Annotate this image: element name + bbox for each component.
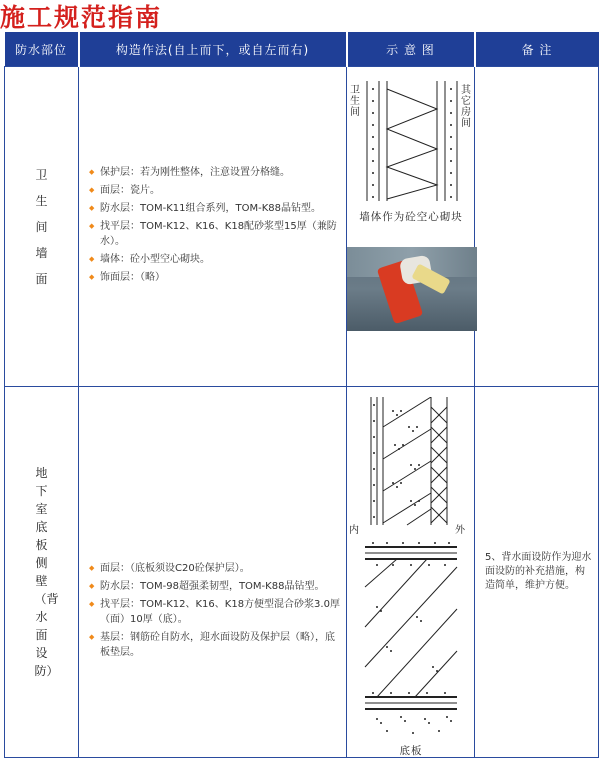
- outer-label: 外: [455, 525, 465, 536]
- basement-diagram: [347, 397, 475, 757]
- method-cell: [79, 387, 347, 758]
- note-cell: [475, 67, 599, 387]
- list-item: ◆ 防水层：TOM-K11组合系列，TOM-K88晶钻型。: [89, 201, 340, 216]
- note-cell: [475, 387, 599, 758]
- header-method: 构造作法(自上而下，或自左而右): [79, 32, 347, 67]
- list-item: ◆ 找平层：TOM-K12、K16、K18配砂浆型15厚（兼防水）。: [89, 219, 340, 249]
- inner-label: 内: [349, 525, 359, 536]
- header-diagram: 示 意 图: [347, 32, 475, 67]
- list-item: ◆ 饰面层：（略）: [89, 270, 340, 285]
- table-row: [5, 387, 599, 758]
- diagram-caption: 墙体作为砼空心砌块: [359, 211, 463, 223]
- basement-section-drawing: [347, 397, 475, 747]
- list-item: ◆ 找平层：TOM-K12、K16、K18方便型混合砂浆3.0厚（面）10厚（底）。: [89, 597, 340, 627]
- method-list: [79, 165, 346, 285]
- list-item: ◆ 面层：瓷片。: [89, 183, 340, 198]
- wall-diagram: [347, 79, 475, 229]
- list-item: ◆ 防水层：TOM-98超强柔韧型，TOM-K88晶钻型。: [89, 579, 340, 594]
- left-room-label: 卫生间: [350, 85, 360, 118]
- table-row: [5, 67, 599, 387]
- wall-section-drawing: [347, 79, 475, 203]
- application-photo: [347, 247, 477, 331]
- header-part: 防水部位: [5, 32, 79, 67]
- list-item: ◆ 面层：（底板须设C20砼保护层）。: [89, 561, 340, 576]
- header-note: 备 注: [475, 32, 599, 67]
- header-row: [5, 32, 599, 67]
- construction-spec-table: [4, 32, 598, 758]
- diagram-cell: [347, 387, 475, 758]
- page-title: 施工规范指南: [0, 3, 163, 32]
- part-cell: [5, 387, 79, 758]
- method-list: [79, 561, 346, 660]
- method-cell: [79, 67, 347, 387]
- right-room-label: 其它房间: [461, 85, 471, 129]
- diagram-caption: 底板: [399, 745, 423, 757]
- list-item: ◆ 保护层：若为刚性整体，注意设置分格缝。: [89, 165, 340, 180]
- part-label: 地下室底板侧壁（背水面设防）: [34, 466, 59, 678]
- list-item: ◆ 墙体：砼小型空心砌块。: [89, 252, 340, 267]
- note-text: 5、背水面设防作为迎水面设防的补充措施，构造简单，维护方便。: [485, 552, 592, 591]
- diagram-cell: [347, 67, 475, 387]
- list-item: ◆ 基层：钢筋砼自防水，迎水面设防及保护层（略），底板垫层。: [89, 630, 340, 660]
- part-label: 卫生间墙面: [35, 167, 48, 286]
- part-cell: [5, 67, 79, 387]
